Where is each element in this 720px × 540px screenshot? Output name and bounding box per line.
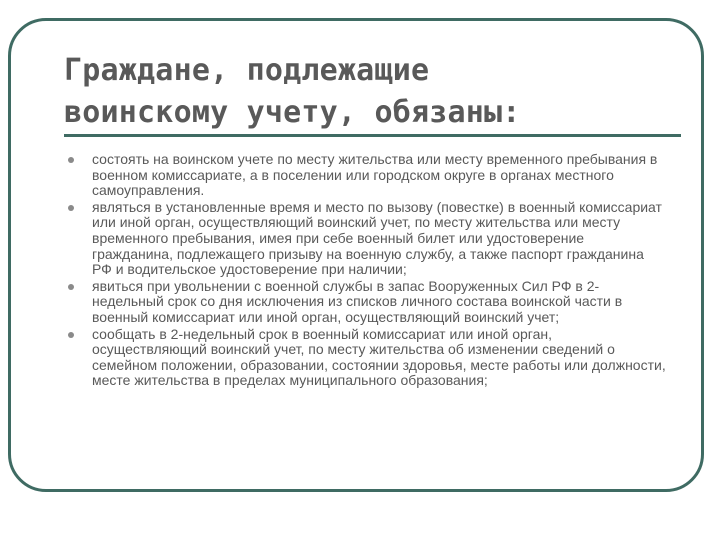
title-line-2: воинскому учету, обязаны: (64, 95, 521, 130)
bullet-text: явиться при увольнении с военной службы в запас Вооруженных Сил РФ в 2-недельный срок со дня исключения из списков личного состава воинской части в военный комиссариат или иной орган, осуществляющий воинский учет; (92, 277, 623, 325)
bullet-dot-icon (68, 332, 74, 338)
bullet-dot-icon (68, 284, 74, 290)
bullet-dot-icon (68, 157, 74, 163)
bullet-dot-icon (68, 205, 74, 211)
title-divider (64, 134, 681, 137)
bullet-list (66, 152, 666, 390)
slide-title (64, 50, 674, 134)
bullet-text: являться в установленные время и место по вызову (повестке) в военный комиссариат или иной орган, осуществляющий воинский учет, по месту жительства или месту временного пребывания, имея при себе военный билет или удостоверение гражданина, подлежащего призыву на военную службу, а также паспорт гражданина РФ и водительское удостоверение при наличии; (92, 198, 662, 278)
bullet-item-register (66, 152, 666, 199)
bullet-item-report-changes (66, 327, 666, 389)
bullet-text: состоять на воинском учете по месту жительства или месту временного пребывания в военном комиссариате, а в поселении или городском округе в органах местного самоуправления. (92, 151, 658, 199)
bullet-text: сообщать в 2-недельный срок в военный комиссариат или иной орган, осуществляющий воинский учет, по месту жительства об изменении сведений о семейном положении, образовании, состоянии здоровья, месте работы или должности, месте жительства в пределах муниципального образования; (92, 325, 666, 389)
bullet-item-appear-on-summons (66, 200, 666, 278)
bullet-item-discharge (66, 279, 666, 326)
title-line-1: Граждане, подлежащие (64, 53, 430, 88)
